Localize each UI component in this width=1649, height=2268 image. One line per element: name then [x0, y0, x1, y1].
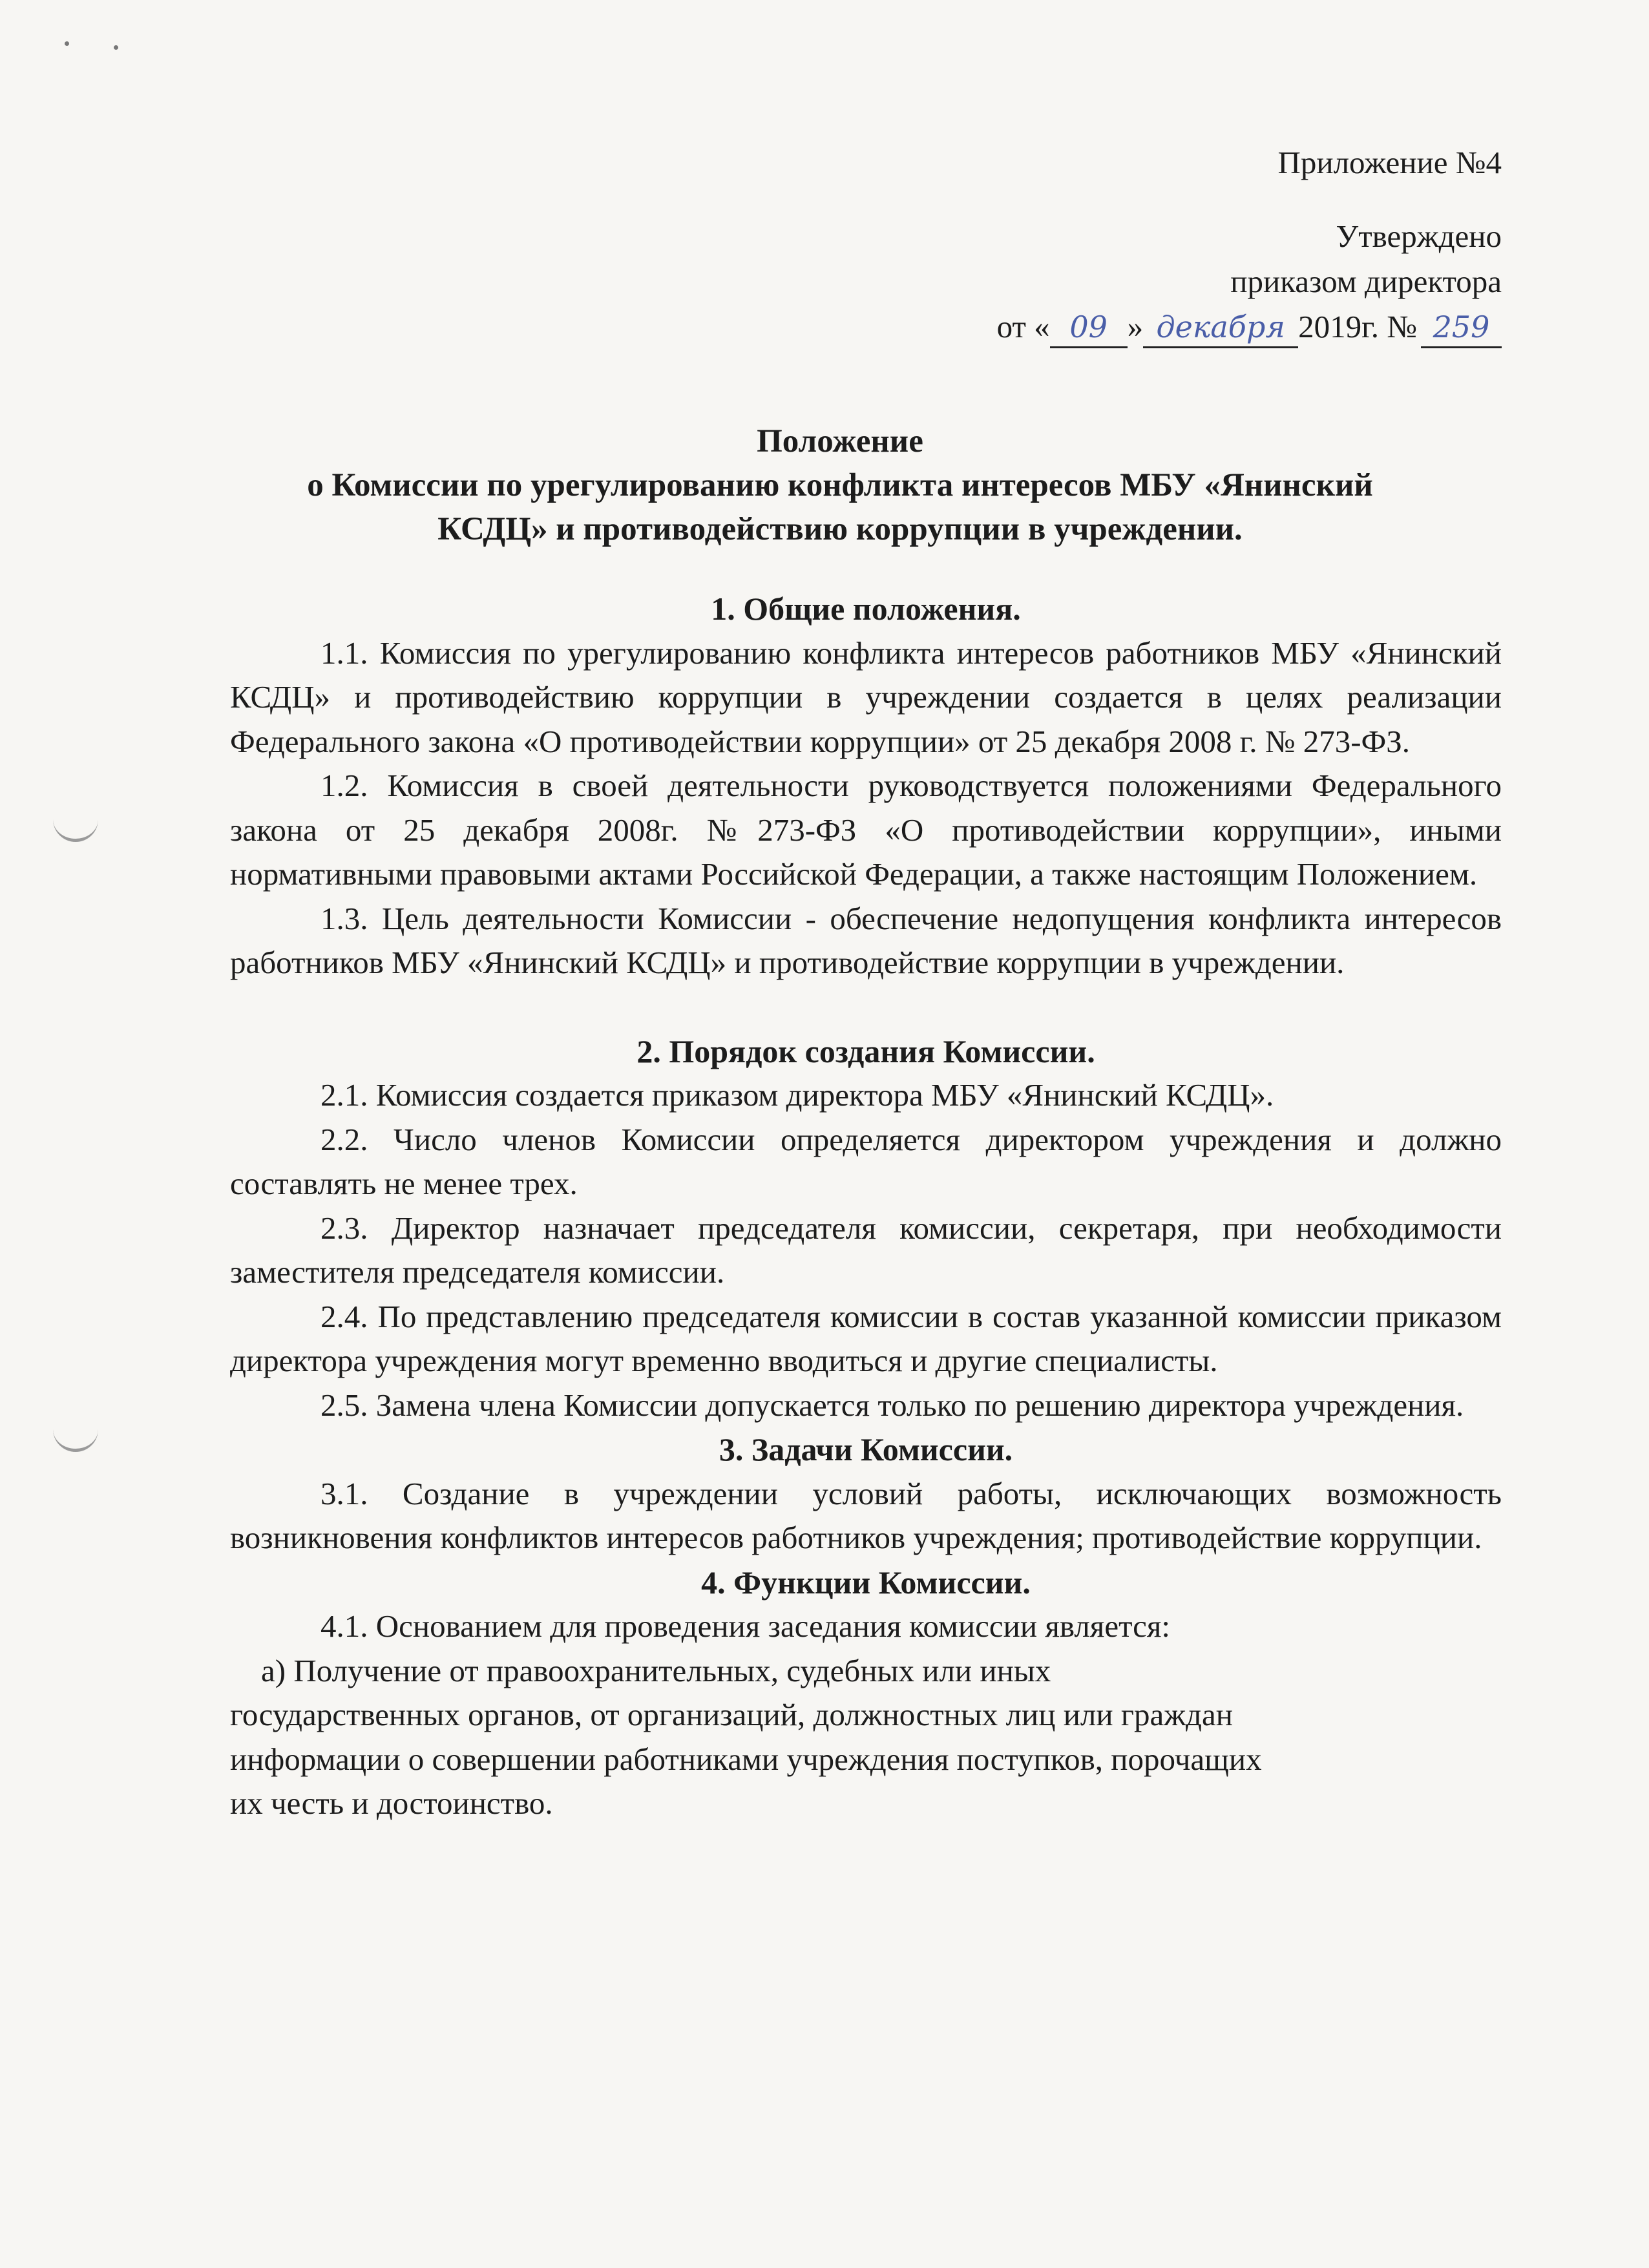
date-prefix: от «: [996, 309, 1050, 344]
section-heading: 3. Задачи Комиссии.: [719, 1431, 1013, 1467]
document-body: [230, 587, 1502, 1826]
document-subtitle-line: о Комиссии по урегулированию конфликта интересов МБУ «Янинский: [307, 467, 1373, 503]
paragraph: 2.3. Директор назначает председателя комиссии, секретаря, при необходимости заместителя председателя комиссии.: [230, 1210, 1502, 1290]
scan-speck: [65, 41, 69, 46]
approved-label: Утверждено: [1336, 218, 1502, 254]
date-mid: »: [1127, 309, 1144, 344]
punch-hole-mark: [53, 1429, 98, 1452]
section-heading: 1. Общие положения.: [711, 591, 1021, 627]
section-heading: 4. Функции Комиссии.: [701, 1564, 1031, 1601]
list-item-a-line: а) Получение от правоохранительных, судебных или иных: [261, 1652, 1051, 1688]
list-item-a-line: информации о совершении работниками учреждения поступков, порочащих: [230, 1741, 1262, 1777]
order-date-line: [997, 308, 1502, 348]
order-number-handwritten: 259: [1421, 308, 1502, 348]
paragraph: 2.5. Замена члена Комиссии допускается только по решению директора учреждения.: [320, 1387, 1464, 1423]
paragraph: 3.1. Создание в учреждении условий работы, исключающих возможность возникновения конфликтов интересов работников учреждения; противодействие коррупции.: [230, 1475, 1502, 1555]
paragraph: 1.3. Цель деятельности Комиссии - обеспечение недопущения конфликта интересов работников МБУ «Янинский КСДЦ» и противодействие коррупции в учреждении.: [230, 900, 1502, 980]
date-month-handwritten: декабря: [1143, 308, 1298, 348]
punch-hole-mark: [53, 819, 98, 842]
date-day-handwritten: 09: [1050, 308, 1128, 348]
paragraph: 2.4. По представлению председателя комиссии в состав указанной комиссии приказом директора учреждения могут временно вводиться и другие специалисты.: [230, 1298, 1502, 1378]
document-subtitle-line: КСДЦ» и противодействию коррупции в учреждении.: [437, 511, 1243, 547]
scan-speck: [114, 45, 118, 50]
date-year: 2019г. №: [1298, 309, 1417, 344]
paragraph: 4.1. Основанием для проведения заседания комиссии является:: [320, 1608, 1171, 1644]
paragraph: 2.1. Комиссия создается приказом директора МБУ «Янинский КСДЦ».: [320, 1077, 1274, 1113]
order-by-label: приказом директора: [1230, 264, 1502, 299]
section-heading: 2. Порядок создания Комиссии.: [636, 1033, 1095, 1069]
list-item-a-line: государственных органов, от организаций, должностных лиц или граждан: [230, 1697, 1233, 1732]
document-title: Положение: [757, 423, 923, 459]
list-item-a-line: их честь и достоинство.: [230, 1785, 553, 1821]
paragraph: 1.2. Комиссия в своей деятельности руководствуется положениями Федерального закона от 25 декабря 2008г. №273-ФЗ «О противодействии коррупции», иными нормативными правовыми актами Российской Федерации, а также настоящим Положением.: [230, 768, 1502, 892]
paragraph: 1.1. Комиссия по урегулированию конфликта интересов работников МБУ «Янинский КСДЦ» и противодействию коррупции в учреждении создается в целях реализации Федерального закона «О противодействии коррупции» от 25 декабря 2008 г. № 273-ФЗ.: [230, 635, 1502, 759]
appendix-label: Приложение №4: [1277, 145, 1502, 180]
paragraph: 2.2. Число членов Комиссии определяется директором учреждения и должно составлять не менее трех.: [230, 1121, 1502, 1201]
